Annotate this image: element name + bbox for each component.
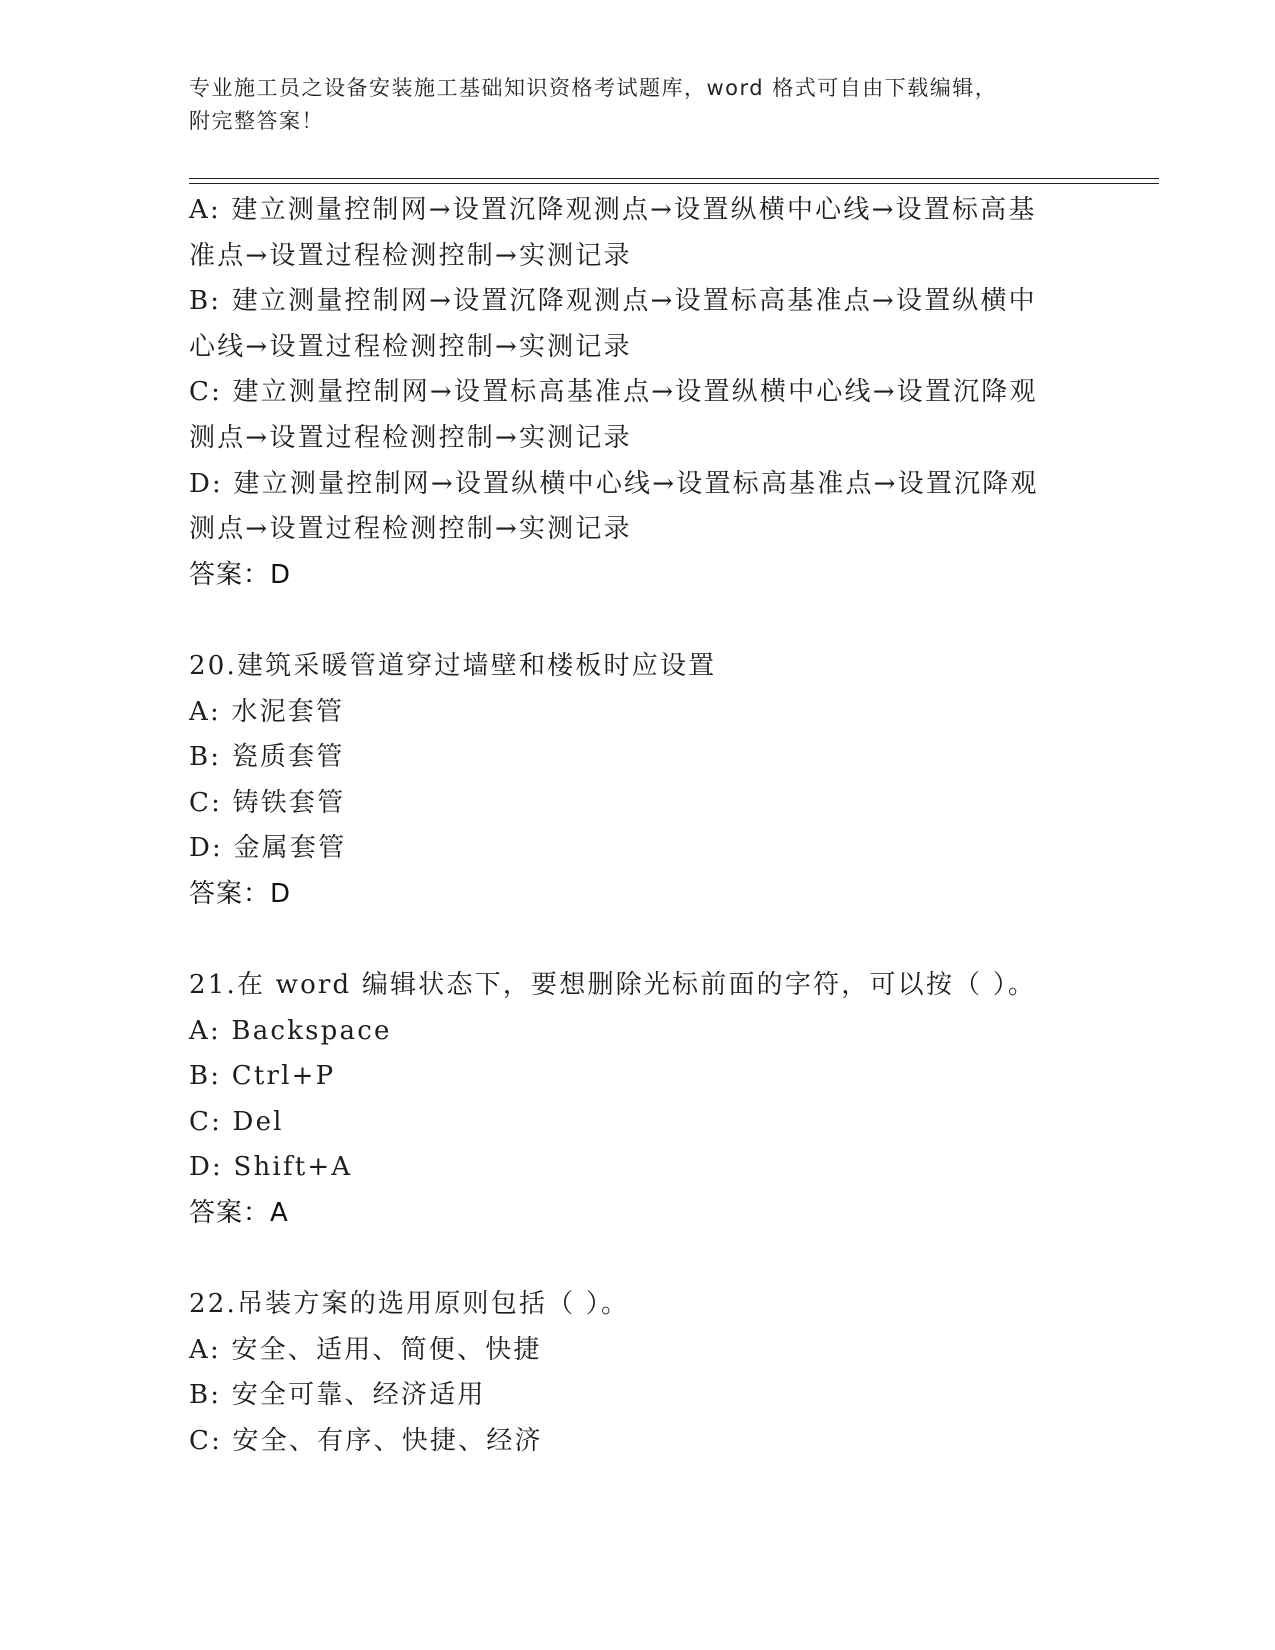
question-20-block <box>189 644 1089 918</box>
question-content <box>189 188 1089 1465</box>
question-text: 22.吊装方案的选用原则包括（ ）。 <box>189 1289 630 1320</box>
header-divider-bottom <box>189 183 1159 184</box>
question-19-block <box>189 188 1089 598</box>
option-a: A: 水泥套管 <box>189 696 345 727</box>
answer-line: 答案：D <box>189 559 292 590</box>
option-b-line-2: 心线→设置过程检测控制→实测记录 <box>189 331 632 362</box>
header-line-1: 专业施工员之设备安装施工基础知识资格考试题库，word 格式可自由下载编辑， <box>189 76 998 100</box>
spacer <box>189 918 1089 964</box>
option-c: C: Del <box>189 1106 284 1137</box>
option-d: D: Shift+A <box>189 1152 353 1183</box>
answer-line: 答案：D <box>189 878 292 909</box>
option-c: C: 安全、有序、快捷、经济 <box>189 1426 543 1457</box>
option-a: A: 安全、适用、简便、快捷 <box>189 1334 542 1365</box>
option-b: B: Ctrl+P <box>189 1061 336 1092</box>
option-b-line-1: B: 建立测量控制网→设置沉降观测点→设置标高基准点→设置纵横中 <box>189 286 1037 317</box>
option-d-line-2: 测点→设置过程检测控制→实测记录 <box>189 514 632 545</box>
option-b: B: 瓷质套管 <box>189 742 345 773</box>
question-21-block <box>189 963 1089 1237</box>
header-divider-top <box>189 178 1159 179</box>
option-c: C: 铸铁套管 <box>189 787 346 818</box>
option-d: D: 金属套管 <box>189 833 347 864</box>
spacer <box>189 598 1089 644</box>
answer-line: 答案：A <box>189 1198 289 1229</box>
question-text: 21.在 word 编辑状态下，要想删除光标前面的字符，可以按（ ）。 <box>189 970 1037 1001</box>
question-text: 20.建筑采暖管道穿过墙壁和楼板时应设置 <box>189 650 717 681</box>
document-header <box>189 72 1069 138</box>
option-a-line-1: A: 建立测量控制网→设置沉降观测点→设置纵横中心线→设置标高基 <box>189 195 1037 225</box>
header-line-2: 附完整答案！ <box>189 109 324 133</box>
option-d-line-1: D: 建立测量控制网→设置纵横中心线→设置标高基准点→设置沉降观 <box>189 468 1039 499</box>
option-c-line-2: 测点→设置过程检测控制→实测记录 <box>189 422 632 453</box>
option-a: A: Backspace <box>189 1015 392 1046</box>
option-a-line-2: 准点→设置过程检测控制→实测记录 <box>189 240 632 271</box>
question-22-block <box>189 1282 1089 1464</box>
option-b: B: 安全可靠、经济适用 <box>189 1380 486 1411</box>
spacer <box>189 1237 1089 1283</box>
option-c-line-1: C: 建立测量控制网→设置标高基准点→设置纵横中心线→设置沉降观 <box>189 377 1038 408</box>
